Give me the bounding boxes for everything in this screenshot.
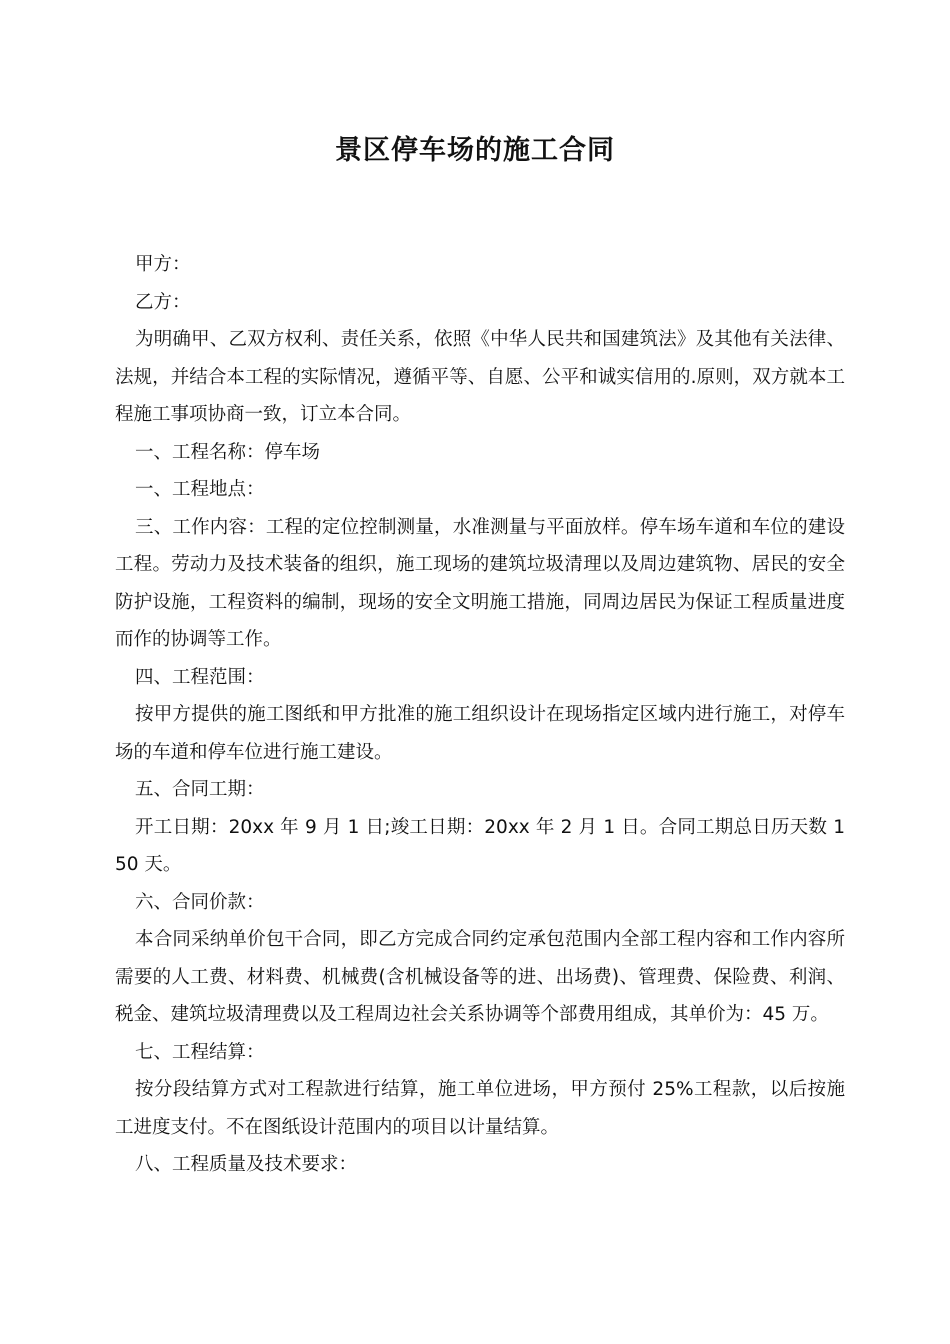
section-work-content: 三、工作内容：工程的定位控制测量，水准测量与平面放样。停车场车道和车位的建设工程。劳动力及技术装备的组织，施工现场的建筑垃圾清理以及周边建筑物、居民的安全防护设施，工程资料的编制，现场的安全文明施工措施，同周边居民为保证工程质量进度而作的协调等工作。 [115,516,845,650]
document-body [115,246,845,1184]
section-project-scope-heading: 四、工程范围： [135,666,265,688]
section-project-name: 一、工程名称：停车场 [135,441,321,463]
section-contract-period-text: 开工日期：20xx 年 9 月 1 日;竣工日期：20xx 年 2 月 1 日。合同工期总日历天数 150 天。 [115,816,845,875]
document-title: 景区停车场的施工合同 [335,135,615,166]
section-contract-price-text: 本合同采纳单价包干合同，即乙方完成合同约定承包范围内全部工程内容和工作内容所需要的人工费、材料费、机械费(含机械设备等的进、出场费)、管理费、保险费、利润、税金、建筑垃圾清理费以及工程周边社会关系协调等个部费用组成，其单价为：45 万。 [115,929,845,1025]
party-b-line: 乙方： [135,291,191,313]
section-project-scope-text: 按甲方提供的施工图纸和甲方批准的施工组织设计在现场指定区域内进行施工，对停车场的车道和停车位进行施工建设。 [115,704,845,763]
section-quality-heading: 八、工程质量及技术要求： [135,1154,358,1175]
section-contract-period-heading: 五、合同工期： [135,779,265,800]
section-settlement-heading: 七、工程结算： [135,1041,265,1063]
party-a-line: 甲方： [135,254,191,275]
preamble-paragraph: 为明确甲、乙双方权利、责任关系，依照《中华人民共和国建筑法》及其他有关法律、法规，并结合本工程的实际情况，遵循平等、自愿、公平和诚实信用的.原则，双方就本工程施工事项协商一致，订立本合同。 [115,329,845,425]
section-project-location: 一、工程地点： [135,479,265,500]
section-settlement-text: 按分段结算方式对工程款进行结算，施工单位进场，甲方预付 25%工程款，以后按施工进度支付。不在图纸设计范围内的项目以计量结算。 [115,1079,845,1138]
section-contract-price-heading: 六、合同价款： [135,891,265,913]
